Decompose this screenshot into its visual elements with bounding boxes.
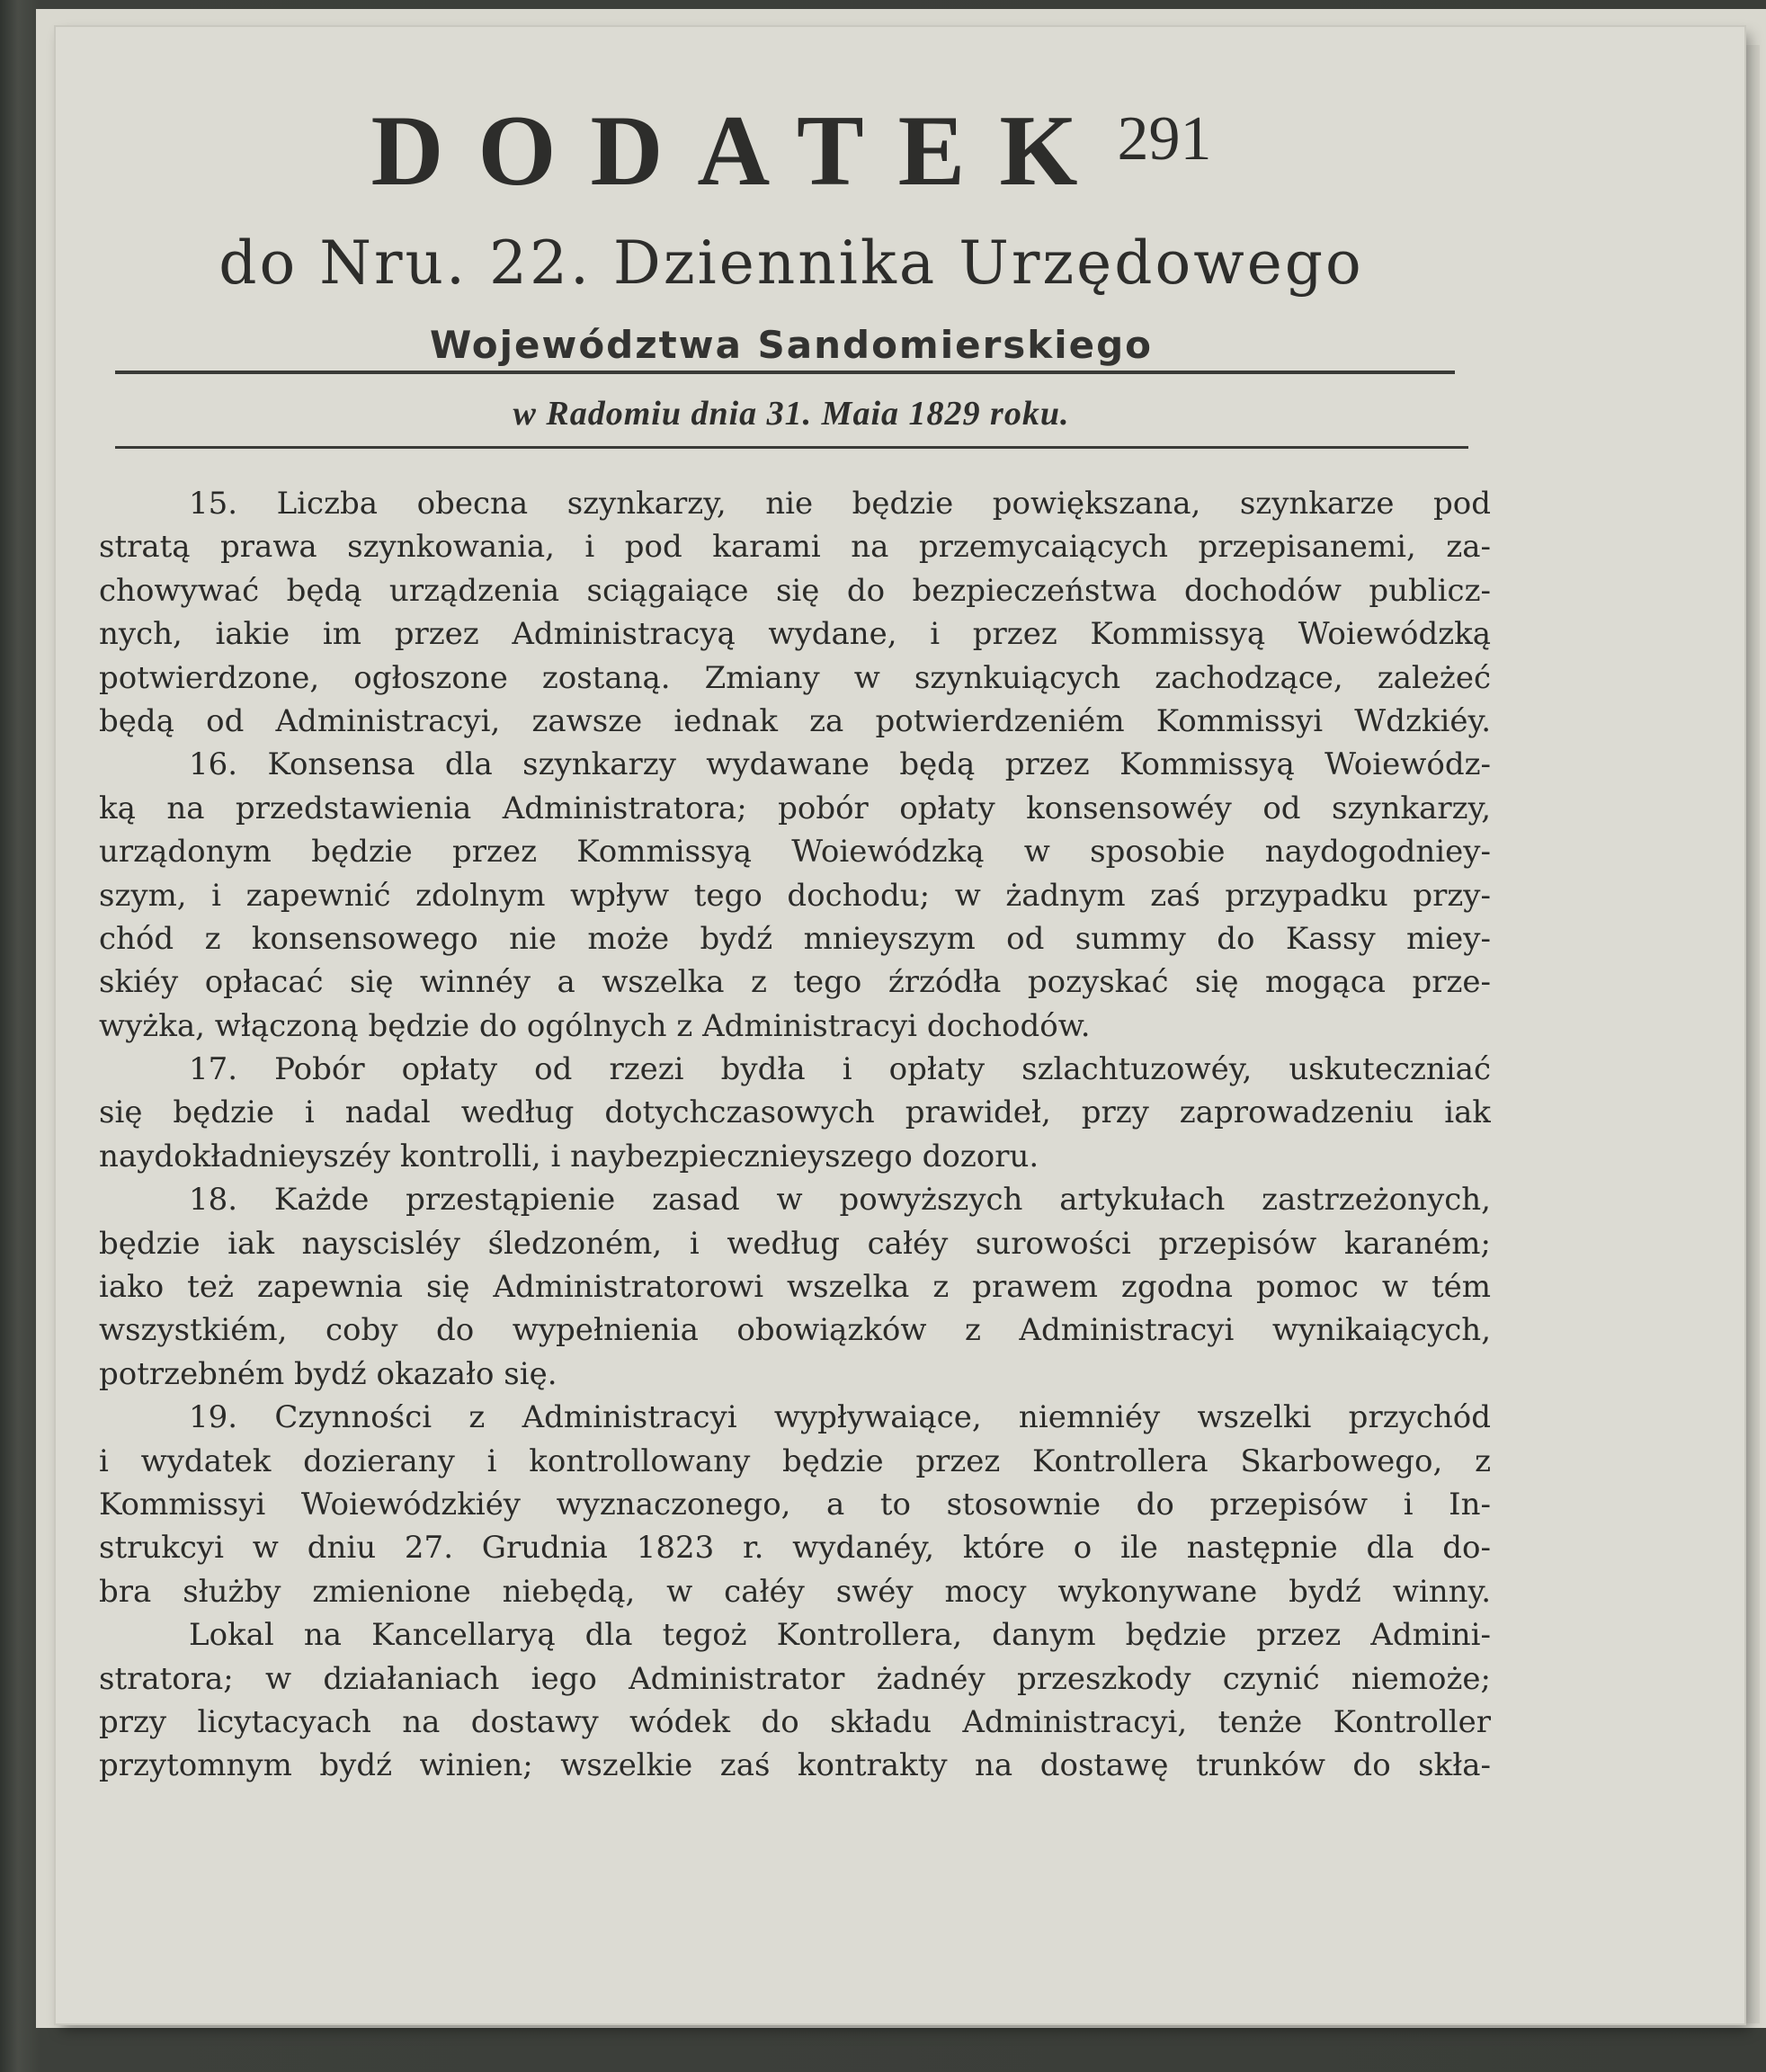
text-line: będzie iak nayscisléy śledzoném, i według całéy surowości przepisów karaném;: [99, 1225, 1491, 1262]
text-line: bra służby zmienione niebędą, w całéy swéy mocy wykonywane bydź winny.: [99, 1573, 1491, 1610]
document-title: DODATEK: [370, 95, 1112, 207]
text-line: stratora; w działaniach iego Administrator żadnéy przeszkody czynić niemoże;: [99, 1660, 1491, 1697]
header-rule-top: [115, 371, 1455, 374]
text-line: urządonym będzie przez Kommissyą Woiewódzką w sposobie naydogodniey-: [99, 834, 1491, 871]
text-line: chód z konsensowego nie może bydź mnieyszym od summy do Kassy miey-: [99, 920, 1491, 957]
dateline: w Radomiu dnia 31. Maia 1829 roku.: [513, 395, 1070, 433]
text-line: potwierdzone, ogłoszone zostaną. Zmiany w szynkuiących zachodzące, zależeć: [99, 659, 1491, 696]
text-line: się będzie i nadal według dotychczasowych prawideł, przy zaprowadzeniu iak: [99, 1094, 1491, 1131]
page-number: 291: [1117, 104, 1212, 174]
text-line: skiéy opłacać się winnéy a wszelka z tego źrzódła pozyskać się mogąca prze-: [99, 964, 1491, 1001]
text-line: iako też zapewnia się Administratorowi wszelka z prawem zgodna pomoc w tém: [99, 1269, 1491, 1306]
text-line: 17. Pobór opłaty od rzezi bydła i opłaty szlachtuzowéy, uskuteczniać: [189, 1051, 1491, 1088]
text-line: przytomnym bydź winien; wszelkie zaś kontrakty na dostawę trunków do skła-: [99, 1747, 1491, 1784]
text-line: 19. Czynności z Administracyi wypływaiące, niemniéy wszelki przychód: [189, 1399, 1491, 1436]
text-line: potrzebném bydź okazało się.: [99, 1355, 557, 1392]
text-line: 18. Każde przestąpienie zasad w powyższych artykułach zastrzeżonych,: [189, 1182, 1491, 1219]
text-line: ką na przedstawienia Administratora; pobór opłaty konsensowéy od szynkarzy,: [99, 790, 1491, 826]
title-line: [117, 81, 1466, 210]
text-line: strukcyi w dniu 27. Grudnia 1823 r. wydanéy, które o ile następnie dla do-: [99, 1530, 1491, 1567]
text-line: 16. Konsensa dla szynkarzy wydawane będą przez Kommissyą Woiewódz-: [189, 746, 1491, 783]
text-line: nych, iakie im przez Administracyą wydane, i przez Kommissyą Woiewódzką: [99, 616, 1491, 653]
text-line: i wydatek dozierany i kontrollowany będzie przez Kontrollera Skarbowego, z: [99, 1442, 1491, 1479]
text-line: wszystkiém, coby do wypełnienia obowiązków z Administracyi wynikaiących,: [99, 1312, 1491, 1349]
text-line: szym, i zapewnić zdolnym wpływ tego dochodu; w żadnym zaś przypadku przy-: [99, 877, 1491, 914]
region-name: Województwa Sandomierskiego: [429, 323, 1154, 367]
text-line: wyżka, włączoną będzie do ogólnych z Administracyi dochodów.: [99, 1007, 1091, 1044]
text-line: będą od Administracyi, zawsze iednak za potwierdzeniém Kommissyi Wdzkiéy.: [99, 702, 1491, 739]
text-line: przy licytacyach na dostawy wódek do składu Administracyi, tenże Kontroller: [99, 1703, 1491, 1740]
text-line: stratą prawa szynkowania, i pod karami na przemycaiących przepisanemi, za-: [99, 529, 1491, 566]
text-line: naydokładnieyszéy kontrolli, i naybezpiecznieyszego dozoru.: [99, 1138, 1039, 1174]
header-rule-bottom: [115, 446, 1468, 449]
text-line: Kommissyi Woiewódzkiéy wyznaczonego, a to stosownie do przepisów i In-: [99, 1486, 1491, 1523]
document-header: [117, 81, 1466, 377]
text-line: 15. Liczba obecna szynkarzy, nie będzie powiększana, szynkarze pod: [189, 486, 1491, 522]
body-text: [99, 482, 1491, 1788]
text-line: chowywać będą urządzenia sciągaiące się do bezpieczeństwa dochodów publicz-: [99, 572, 1491, 609]
document-subtitle: do Nru. 22. Dziennika Urzędowego: [219, 228, 1364, 298]
text-line: Lokal na Kancellaryą dla tegoż Kontrollera, danym będzie przez Admini-: [189, 1617, 1491, 1654]
